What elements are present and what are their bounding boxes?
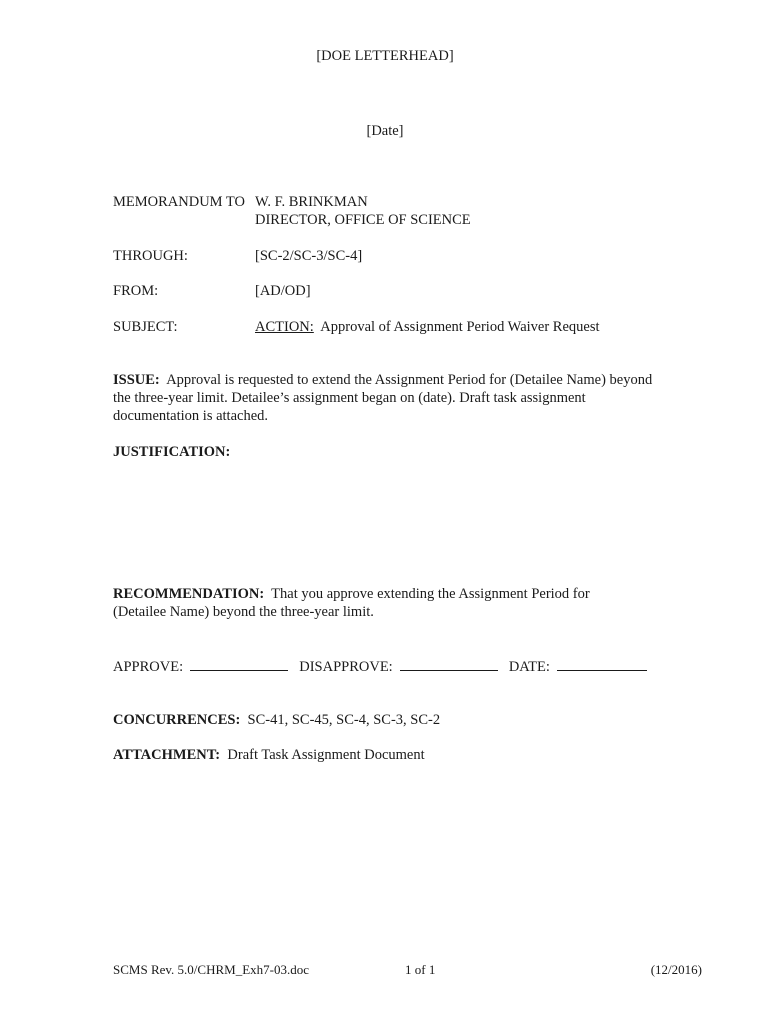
recommendation-text: That you approve extending the Assignment Period for (Detailee Name) beyond the three-year limit.: [113, 586, 590, 620]
issue-label: ISSUE:: [113, 372, 160, 388]
approve-signature-line[interactable]: [190, 657, 288, 671]
recommendation-label: RECOMMENDATION:: [113, 586, 265, 602]
attachment-line: [113, 746, 425, 764]
signoff-line: [113, 657, 647, 676]
letterhead-placeholder: [DOE LETTERHEAD]: [316, 48, 454, 64]
attachment-label: ATTACHMENT:: [113, 747, 221, 763]
date-label: DATE:: [508, 659, 550, 675]
memo-to-title: DIRECTOR, OFFICE OF SCIENCE: [255, 212, 471, 228]
date-placeholder: [Date]: [366, 123, 404, 139]
date-signature-line[interactable]: [557, 657, 647, 671]
subject-action: ACTION:: [255, 319, 314, 335]
subject-line: [255, 318, 600, 336]
footer-revision-date: (12/2016): [650, 962, 702, 977]
concurrences-label: CONCURRENCES:: [113, 712, 241, 728]
through-value: [SC-2/SC-3/SC-4]: [255, 248, 363, 264]
footer-page-number: 1 of 1: [405, 962, 436, 977]
issue-text: Approval is requested to extend the Assignment Period for (Detailee Name) beyond the three-year limit. Detailee’s assignment began on (date). Draft task assignment documentation is attached.: [113, 372, 653, 424]
through-label: THROUGH:: [113, 248, 188, 264]
concurrences-text: SC-41, SC-45, SC-4, SC-3, SC-2: [247, 712, 441, 728]
concurrences-line: [113, 711, 440, 729]
footer-doc-id: SCMS Rev. 5.0/CHRM_Exh7-03.doc: [113, 962, 309, 977]
memo-to-name: W. F. BRINKMAN: [255, 194, 368, 210]
recommendation-paragraph: [113, 585, 623, 621]
from-value: [AD/OD]: [255, 283, 311, 299]
disapprove-label: DISAPPROVE:: [299, 659, 393, 675]
disapprove-signature-line[interactable]: [400, 657, 498, 671]
from-label: FROM:: [113, 283, 159, 299]
approve-label: APPROVE:: [113, 659, 184, 675]
memo-to-label: MEMORANDUM TO: [113, 194, 245, 210]
issue-paragraph: [113, 371, 653, 425]
attachment-text: Draft Task Assignment Document: [227, 747, 425, 763]
subject-label: SUBJECT:: [113, 319, 178, 335]
subject-text: Approval of Assignment Period Waiver Request: [320, 319, 600, 335]
justification-label: JUSTIFICATION:: [113, 444, 231, 460]
